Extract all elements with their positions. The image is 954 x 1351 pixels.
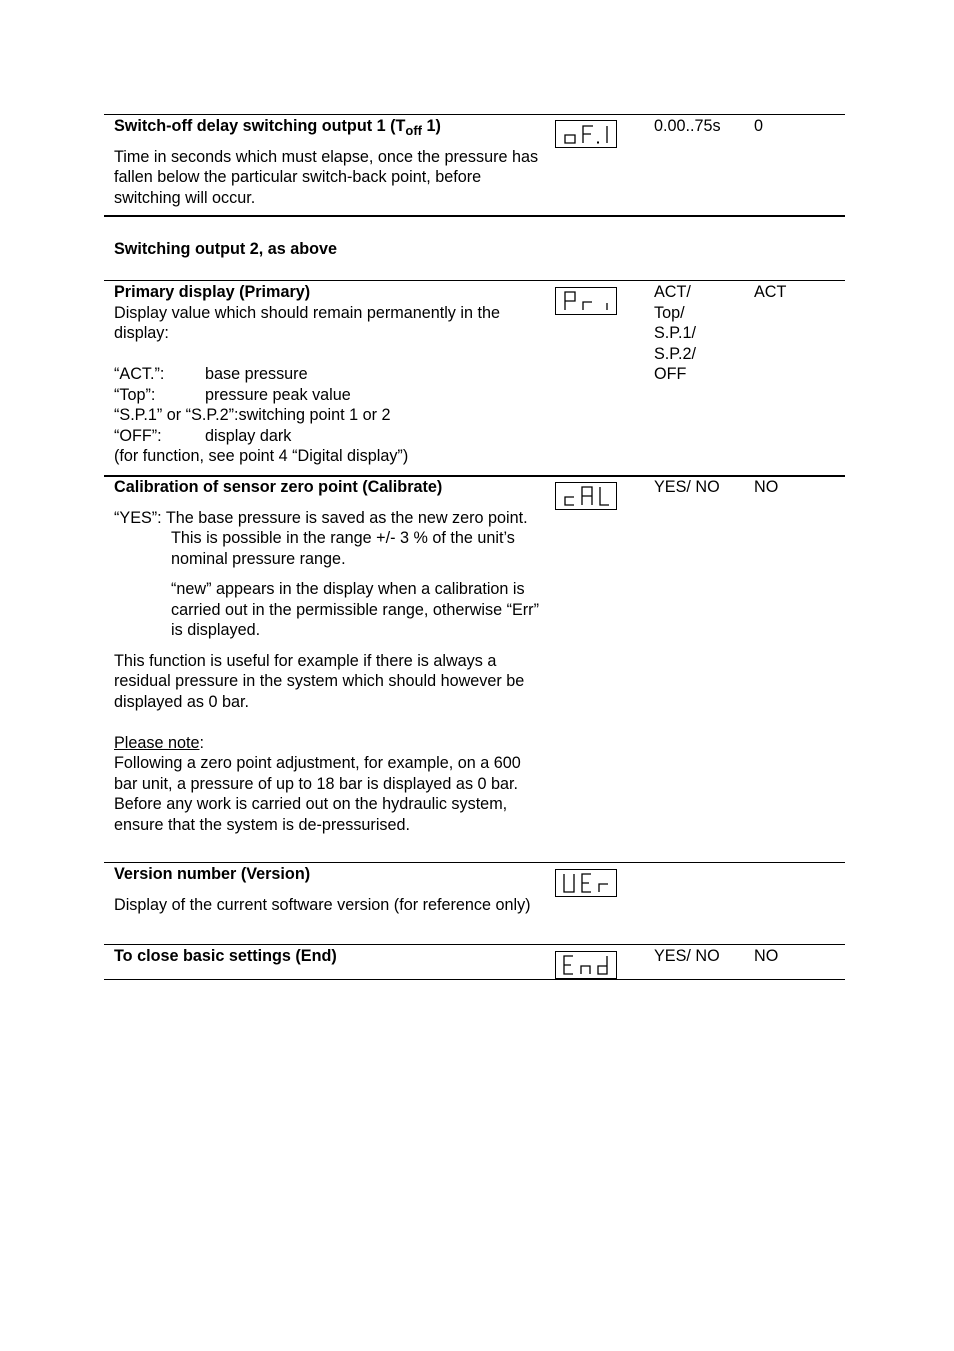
seven-segment-glyphs (556, 870, 616, 896)
lcd-display-ver (555, 869, 617, 897)
range-option: S.P.1/ (654, 324, 697, 342)
definition-item (114, 385, 544, 406)
setting-default: NO (754, 478, 779, 496)
title-text: Switch-off delay switching output 1 (T (114, 117, 406, 135)
seven-segment-glyphs (556, 121, 616, 147)
definition-term: “Top”: (114, 385, 156, 404)
setting-default: ACT (754, 283, 787, 301)
definition-value: pressure peak value (205, 385, 351, 404)
table-rule (104, 862, 845, 863)
setting-text-yes: “YES”: The base pressure is saved as the new zero point. This is possible in the range +/- 3 % of the unit’s nominal pressure range. (114, 508, 528, 568)
definition-value: base pressure (205, 365, 308, 383)
setting-title: To close basic settings (End) (114, 947, 337, 965)
setting-description (114, 116, 544, 208)
setting-note: (for function, see point 4 “Digital display”) (114, 447, 409, 465)
table-rule (104, 979, 845, 980)
seven-segment-glyphs (556, 288, 616, 314)
setting-text: This function is useful for example if there is always a residual pressure in the system which should however be displayed as 0 bar. (114, 651, 525, 711)
setting-title: Switching output 2, as above (114, 240, 338, 258)
setting-title: Version number (Version) (114, 865, 311, 883)
note-text: Following a zero point adjustment, for example, on a 600 bar unit, a pressure of up to 18 bar is displayed as 0 bar. Before any work is carried out on the hydraulic system, ensure that the system is de-pressurised. (114, 754, 521, 834)
lcd-display-pri (555, 287, 617, 315)
setting-title (114, 116, 544, 137)
table-rule (104, 114, 845, 115)
setting-text: Display value which should remain permanently in the display: (114, 303, 501, 342)
definition-item (114, 405, 544, 426)
seven-segment-glyphs (556, 483, 616, 509)
definition-value: switching point 1 or 2 (238, 406, 391, 424)
setting-default: 0 (754, 117, 764, 135)
setting-range (654, 282, 744, 385)
definition-value: display dark (205, 426, 292, 445)
setting-title: Primary display (Primary) (114, 283, 311, 301)
lcd-display-cal (555, 482, 617, 510)
setting-default: NO (754, 947, 779, 965)
setting-text: Display of the current software version (for reference only) (114, 895, 531, 914)
definition-term: “ACT.”: (114, 365, 165, 383)
note-heading (114, 733, 544, 754)
definition-term: “S.P.1” or “S.P.2”: (114, 406, 239, 424)
note-label: Please note (114, 733, 200, 752)
setting-description (114, 477, 544, 835)
setting-text: Time in seconds which must elapse, once the pressure has fallen below the particular switch-back point, before switching will occur. (114, 147, 539, 207)
range-option: OFF (654, 365, 687, 383)
range-option: Top/ (654, 303, 685, 322)
setting-range: YES/ NO (654, 478, 720, 496)
setting-title: Calibration of sensor zero point (Calibrate) (114, 478, 443, 496)
setting-range: YES/ NO (654, 947, 720, 965)
lcd-display-of1 (555, 120, 617, 148)
setting-text-new: “new” appears in the display when a calibration is carried out in the permissible range, otherwise “Err” is displayed. (171, 580, 539, 639)
definition-item (114, 364, 544, 385)
table-rule (104, 944, 845, 945)
table-rule (104, 280, 845, 281)
title-text-end: 1) (421, 117, 441, 135)
lcd-display-end (555, 951, 617, 979)
setting-range: 0.00..75s (654, 117, 721, 135)
range-option: S.P.2/ (654, 344, 697, 363)
note-colon: : (199, 733, 204, 752)
table-rule (104, 215, 845, 217)
range-option: ACT/ (654, 283, 691, 301)
setting-description (114, 864, 544, 915)
seven-segment-glyphs (556, 952, 616, 978)
setting-description (114, 282, 544, 467)
title-subscript: off (405, 123, 422, 138)
definition-term: “OFF”: (114, 426, 162, 445)
definition-item (114, 426, 544, 447)
